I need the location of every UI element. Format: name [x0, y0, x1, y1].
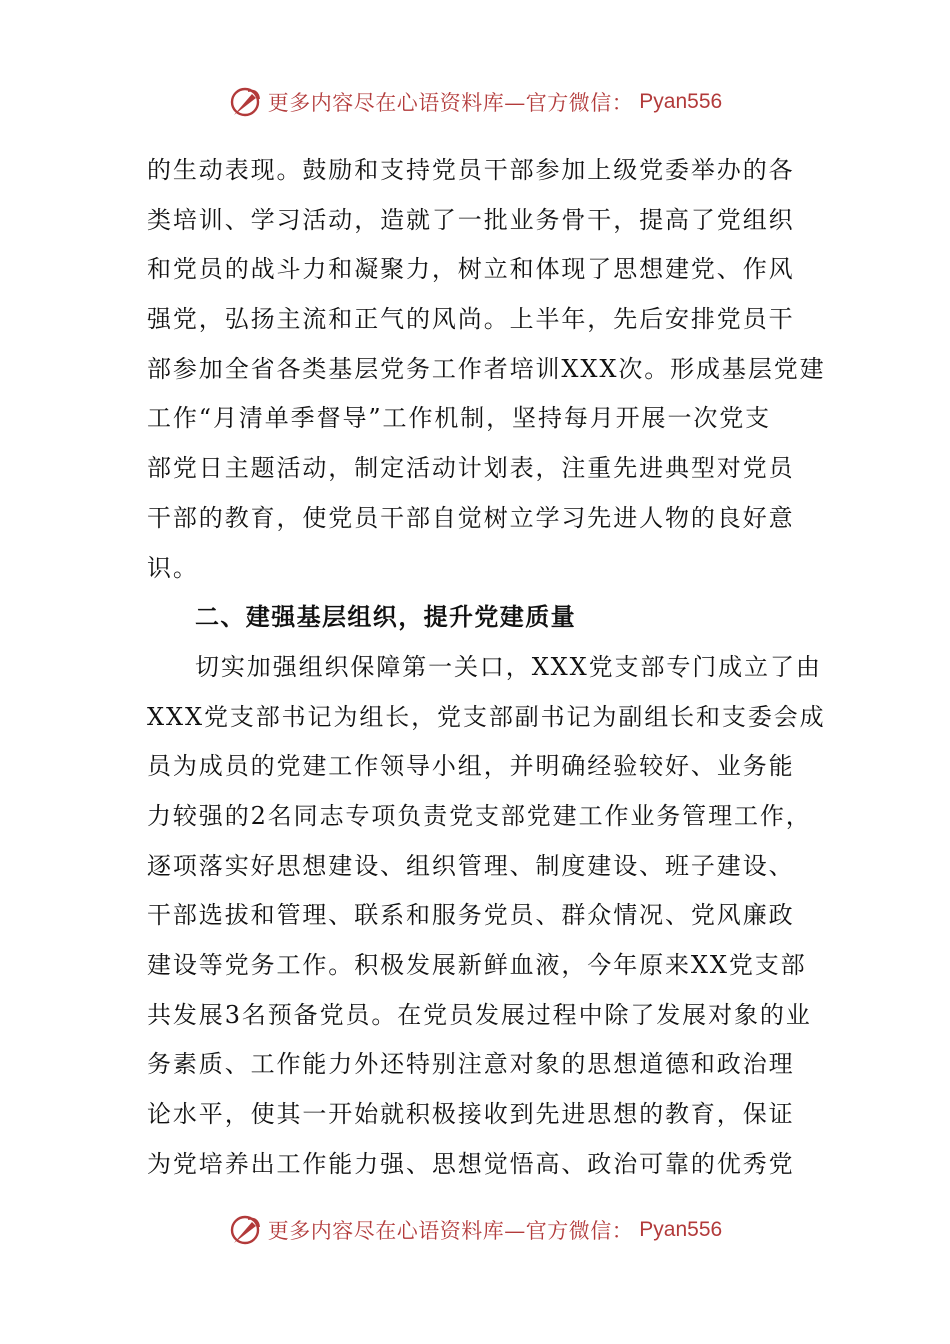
body-line-14: 力较强的2名同志专项负责党支部党建工作业务管理工作，	[147, 801, 812, 830]
body-line-8: 干部的教育，使党员干部自觉树立学习先进人物的良好意	[147, 503, 795, 532]
body-line-20: 论水平，使其一开始就积极接收到先进思想的教育，保证	[147, 1100, 795, 1129]
body-line-15: 逐项落实好思想建设、组织管理、制度建设、班子建设、	[147, 851, 795, 880]
body-line-17: 建设等党务工作。积极发展新鲜血液，今年原来XX党支部	[147, 951, 807, 979]
section-heading: 二、建强基层组织，提升党建质量	[195, 603, 576, 632]
footer-watermark-banner	[0, 1210, 950, 1250]
body-line-12: XXX党支部书记为组长，党支部副书记为副组长和支委会成	[147, 702, 826, 731]
body-line-4: 强党，弘扬主流和正气的风尚。上半年，先后安排党员干	[147, 305, 795, 334]
body-line-11: 切实加强组织保障第一关口，XXX党支部专门成立了由	[195, 652, 822, 681]
body-line-19: 务素质、工作能力外还特别注意对象的思想道德和政治理	[147, 1050, 795, 1079]
body-line-2: 类培训、学习活动，造就了一批业务骨干，提高了党组织	[147, 205, 795, 234]
body-line-3: 和党员的战斗力和凝聚力，树立和体现了思想建党、作风	[147, 255, 795, 284]
header-watermark-text: 更多内容尽在心语资料库—官方微信：	[267, 91, 634, 115]
body-line-6: 工作“月清单季督导”工作机制，坚持每月开展一次党支	[147, 404, 772, 433]
header-wechat-id: Pyan556	[639, 90, 723, 113]
body-line-21: 为党培养出工作能力强、思想觉悟高、政治可靠的优秀党	[147, 1149, 795, 1178]
pen-nib-circle-icon	[228, 85, 262, 119]
body-line-13: 员为成员的党建工作领导小组，并明确经验较好、业务能	[147, 752, 795, 781]
body-line-16: 干部选拔和管理、联系和服务党员、群众情况、党风廉政	[147, 901, 795, 930]
body-line-7: 部党日主题活动，制定活动计划表，注重先进典型对党员	[147, 454, 795, 483]
body-line-9: 识。	[147, 553, 199, 582]
body-line-1: 的生动表现。鼓励和支持党员干部参加上级党委举办的各	[147, 156, 795, 184]
header-watermark-banner	[0, 82, 950, 122]
body-line-18: 共发展3名预备党员。在党员发展过程中除了发展对象的业	[147, 1000, 812, 1029]
document-body	[147, 146, 826, 1189]
body-line-5: 部参加全省各类基层党务工作者培训XXX次。形成基层党建	[147, 354, 826, 383]
footer-wechat-id: Pyan556	[639, 1218, 723, 1241]
footer-watermark-text: 更多内容尽在心语资料库—官方微信：	[267, 1219, 634, 1243]
pen-nib-circle-icon	[228, 1213, 262, 1247]
